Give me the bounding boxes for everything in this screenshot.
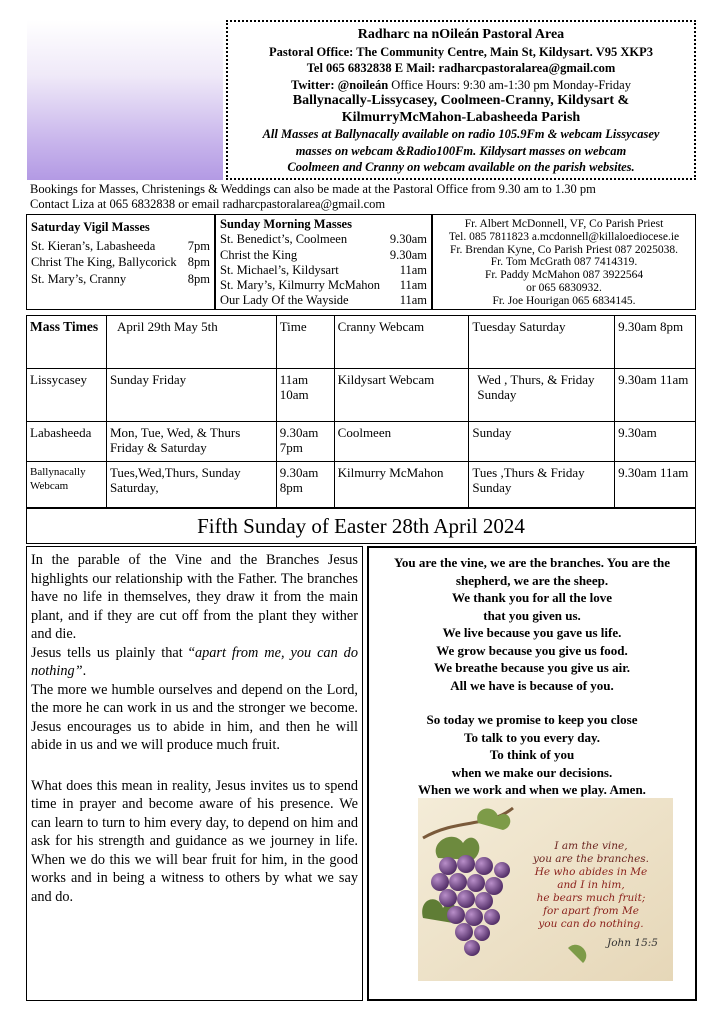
reflection-paragraph: The more we humble ourselves and depend on the Lord, the more he can work in us and the stronger we become. Jesus encourages us to abide in him, and then he will abide in us and we will produce much fruit. bbox=[31, 681, 358, 753]
sunday-masses-box bbox=[215, 214, 432, 310]
table-cell: 9.30am bbox=[615, 422, 696, 462]
table-cell: 9.30am 7pm bbox=[276, 422, 334, 462]
prayer-line: We thank you for all the love bbox=[451, 590, 613, 605]
bookings-line: Bookings for Masses, Christenings & Weddings can also be made at the Pastoral Office from 9.30 am to 1.30 pm bbox=[30, 182, 596, 196]
table-header-dates: April 29th May 5th bbox=[106, 316, 276, 369]
reflection-paragraph: In the parable of the Vine and the Branches Jesus highlights our relationship with the Father. The branches have no life in themselves, they draw it from the main plant, and if they are cut off from the plant they wither and die. bbox=[31, 552, 358, 642]
broadcast-note-1: All Masses at Ballynacally available on radio 105.9Fm & webcam Lissycasey bbox=[262, 127, 660, 141]
table-cell: Kilmurry McMahon bbox=[334, 462, 469, 508]
scripture-quote: I am the vine, you are the branches. He who abides in Me and I in him, he bears much fruit; for apart from Me you can do nothing. John 15:5 bbox=[532, 840, 658, 949]
prayer-line: To talk to you every day. bbox=[463, 729, 601, 745]
priest-line: Tel. 085 7811823 a.mcdonnell@killaloediocese.ie bbox=[448, 230, 680, 243]
sunday-banner: Fifth Sunday of Easter 28th April 2024 bbox=[26, 508, 696, 544]
office-contact: Tel 065 6832838 E Mail: radharcpastoralarea@gmail.com bbox=[306, 61, 616, 75]
prayer-line: When we work and when we play. Amen. bbox=[418, 782, 646, 797]
bookings-info bbox=[30, 182, 700, 212]
pastoral-header bbox=[226, 20, 696, 180]
list-item: St. Kieran’s, Labasheeda 7pm bbox=[31, 238, 210, 253]
list-item: St. Mary’s, Cranny 8pm bbox=[31, 271, 210, 286]
list-item: St. Michael’s, Kildysart 11am bbox=[220, 262, 427, 277]
broadcast-note-2: masses on webcam &Radio100Fm. Kildysart masses on webcam bbox=[295, 143, 627, 158]
parish-logo-image bbox=[27, 20, 223, 180]
parish-names-2: KilmurryMcMahon-Labasheeda Parish bbox=[341, 109, 581, 125]
contact-line: Contact Liza at 065 6832838 or email radharcpastoralarea@gmail.com bbox=[30, 197, 386, 211]
prayer-line: when we make our decisions. bbox=[451, 764, 613, 780]
table-row bbox=[27, 316, 696, 369]
prayer-line: To think of you bbox=[489, 747, 575, 762]
table-cell: Ballynacally Webcam bbox=[27, 462, 107, 508]
reflection-text bbox=[26, 546, 363, 1001]
prayer-line: shepherd, we are the sheep. bbox=[455, 572, 609, 588]
broadcast-note-3: Coolmeen and Cranny on webcam available on the parish websites. bbox=[287, 160, 635, 174]
parish-names-1: Ballynacally-Lissycasey, Coolmeen-Cranny, Kildysart & bbox=[292, 93, 630, 108]
list-item: St. Mary’s, Kilmurry McMahon 11am bbox=[220, 278, 427, 293]
sunday-heading: Sunday Morning Masses bbox=[220, 217, 352, 231]
table-cell: 9.30am 11am bbox=[615, 462, 696, 508]
saturday-masses-box bbox=[26, 214, 215, 310]
table-row bbox=[27, 422, 696, 462]
prayer-line: We breathe because you give us air. bbox=[433, 660, 631, 675]
table-header-time: Time bbox=[276, 316, 334, 369]
table-cell: 9.30am 8pm bbox=[276, 462, 334, 508]
mass-times-table bbox=[26, 315, 696, 508]
table-cell: Coolmeen bbox=[334, 422, 469, 462]
twitter-handle: Twitter: @noileán bbox=[291, 77, 389, 92]
table-cell: 11am 10am bbox=[276, 369, 334, 422]
table-cell: 9.30am 8pm bbox=[615, 316, 696, 369]
priest-line: Fr. Paddy McMahon 087 3922564 bbox=[484, 269, 644, 282]
priest-line: Fr. Tom McGrath 087 7414319. bbox=[490, 256, 638, 269]
prayer-line: We live because you gave us life. bbox=[442, 625, 622, 640]
prayer-line: You are the vine, we are the branches. You are the bbox=[393, 555, 671, 570]
priest-line: or 065 6830932. bbox=[526, 281, 602, 294]
saturday-heading: Saturday Vigil Masses bbox=[31, 220, 150, 234]
vine-scripture-image bbox=[418, 798, 673, 981]
table-header-label: Mass Times bbox=[27, 316, 107, 369]
office-hours: Office Hours: 9:30 am-1:30 pm Monday-Friday bbox=[391, 77, 631, 92]
table-row bbox=[27, 462, 696, 508]
table-cell: Wed , Thurs, & Friday Sunday bbox=[469, 369, 615, 422]
prayer-line: that you given us. bbox=[483, 607, 581, 623]
prayer-line: So today we promise to keep you close bbox=[426, 712, 638, 727]
prayer-line: All we have is because of you. bbox=[450, 677, 614, 693]
table-cell: Tues,Wed,Thurs, Sunday Saturday, bbox=[106, 462, 276, 508]
table-cell: Mon, Tue, Wed, & Thurs Friday & Saturday bbox=[106, 422, 276, 462]
table-cell: Tues ,Thurs & Friday Sunday bbox=[469, 462, 615, 508]
table-cell: Tuesday Saturday bbox=[469, 316, 615, 369]
pastoral-area-title: Radharc na nOileán Pastoral Area bbox=[357, 27, 565, 42]
priests-contacts-box bbox=[432, 214, 696, 310]
table-cell: Kildysart Webcam bbox=[334, 369, 469, 422]
priest-line: Fr. Albert McDonnell, VF, Co Parish Priest bbox=[464, 218, 664, 230]
table-cell: 9.30am 11am bbox=[615, 369, 696, 422]
priest-line: Fr. Joe Hourigan 065 6834145. bbox=[492, 294, 636, 307]
list-item: Christ the King 9.30am bbox=[220, 247, 427, 262]
office-address: Pastoral Office: The Community Centre, Main St, Kildysart. V95 XKP3 bbox=[269, 44, 653, 59]
table-cell: Lissycasey bbox=[27, 369, 107, 422]
table-cell: Labasheeda bbox=[27, 422, 107, 462]
list-item: Our Lady Of the Wayside 11am bbox=[220, 293, 427, 308]
table-cell: Sunday Friday bbox=[106, 369, 276, 422]
reflection-paragraph: Jesus tells us plainly that “apart from me, you can do nothing”. bbox=[31, 644, 358, 679]
table-cell: Sunday bbox=[469, 422, 615, 462]
list-item: St. Benedict’s, Coolmeen 9.30am bbox=[220, 232, 427, 247]
prayer-line: We grow because you give us food. bbox=[436, 642, 628, 658]
list-item: Christ The King, Ballycorick 8pm bbox=[31, 255, 210, 269]
table-row bbox=[27, 369, 696, 422]
prayer-spacer bbox=[369, 694, 695, 711]
priest-line: Fr. Brendan Kyne, Co Parish Priest 087 2025038. bbox=[449, 243, 679, 256]
reflection-paragraph: What does this mean in reality, Jesus invites us to spend time in prayer and become aware of his presence. We can learn to turn to him every day, to depend on him and ask for his strength and guidance as we journey in life. When we do this we will bear fruit for him, in the good works and in being a witness to others by what we say and do. bbox=[31, 777, 358, 905]
table-cell: Cranny Webcam bbox=[334, 316, 469, 369]
